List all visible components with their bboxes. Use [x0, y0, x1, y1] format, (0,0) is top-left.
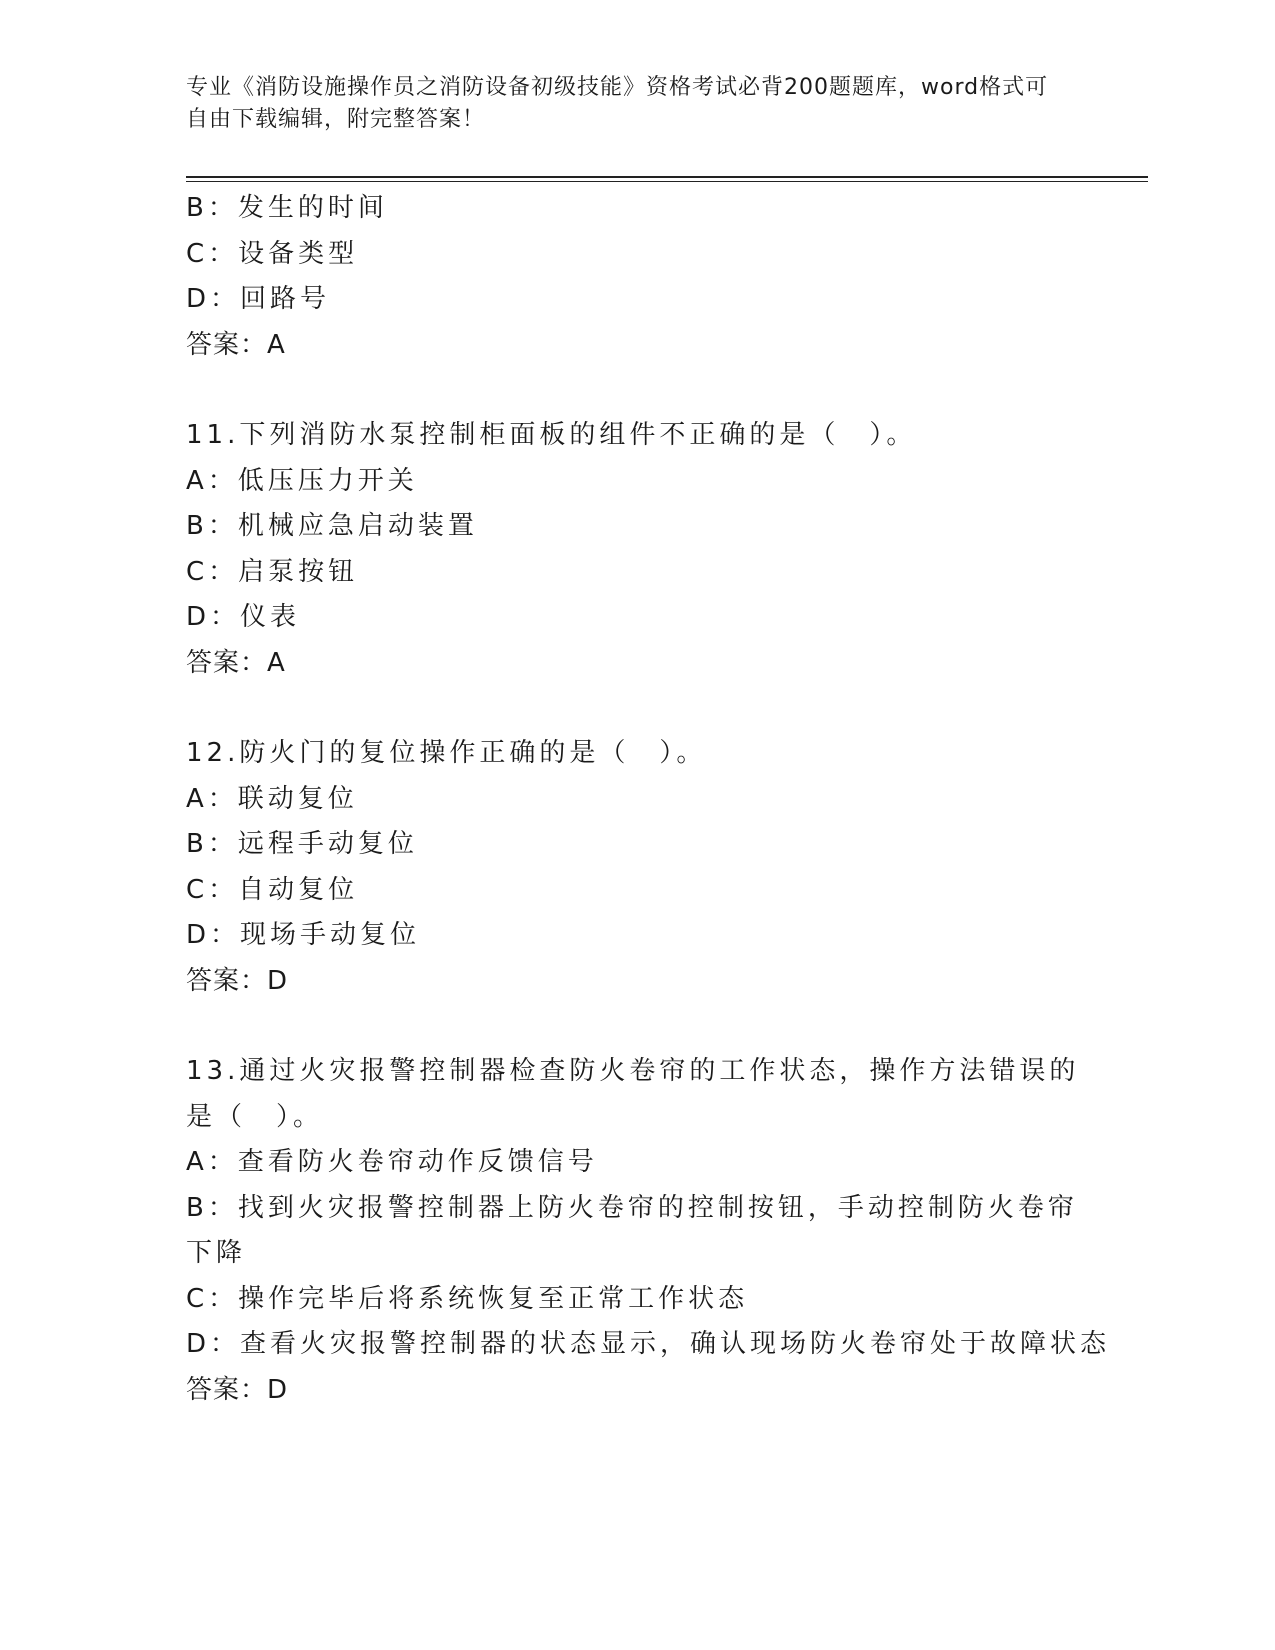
question-11	[186, 413, 1086, 686]
option-d: D：回路号	[186, 284, 331, 314]
document-header: 专业《消防设施操作员之消防设备初级技能》资格考试必背200题题库，word格式可自由下载编辑，附完整答案！	[186, 75, 1049, 132]
answer-line: 答案：A	[186, 647, 286, 678]
option-d: D：现场手动复位	[186, 920, 421, 950]
answer-line: 答案：D	[186, 965, 289, 996]
question-list	[186, 186, 1111, 1413]
question-stem: 12.防火门的复位操作正确的是（ ）。	[186, 738, 707, 768]
answer-line: 答案：A	[186, 329, 286, 360]
question-13	[186, 1049, 1111, 1413]
option-c: C：自动复位	[186, 874, 359, 905]
question-10-tail	[186, 186, 1086, 368]
option-c: C：启泵按钮	[186, 556, 359, 587]
option-d: D：查看火灾报警控制器的状态显示，确认现场防火卷帘处于故障状态	[186, 1329, 1111, 1359]
question-stem: 13.通过火灾报警控制器检查防火卷帘的工作状态，操作方法错误的是（ ）。	[186, 1056, 1080, 1132]
option-b: B：发生的时间	[186, 193, 388, 223]
header-divider	[186, 176, 1148, 178]
option-a: A：联动复位	[186, 783, 358, 814]
option-c: C：操作完毕后将系统恢复至正常工作状态	[186, 1283, 749, 1314]
option-b: B：远程手动复位	[186, 829, 418, 859]
option-b: B：机械应急启动装置	[186, 511, 478, 541]
option-d: D：仪表	[186, 602, 301, 632]
option-b: B：找到火灾报警控制器上防火卷帘的控制按钮，手动控制防火卷帘下降	[186, 1192, 1078, 1268]
option-a: A：查看防火卷帘动作反馈信号	[186, 1147, 598, 1177]
question-12	[186, 731, 1086, 1004]
question-stem: 11.下列消防水泵控制柜面板的组件不正确的是（ ）。	[186, 420, 917, 450]
answer-line: 答案：D	[186, 1374, 289, 1405]
option-a: A：低压压力开关	[186, 465, 418, 496]
header-divider-thin	[186, 181, 1148, 182]
option-c: C：设备类型	[186, 238, 359, 269]
